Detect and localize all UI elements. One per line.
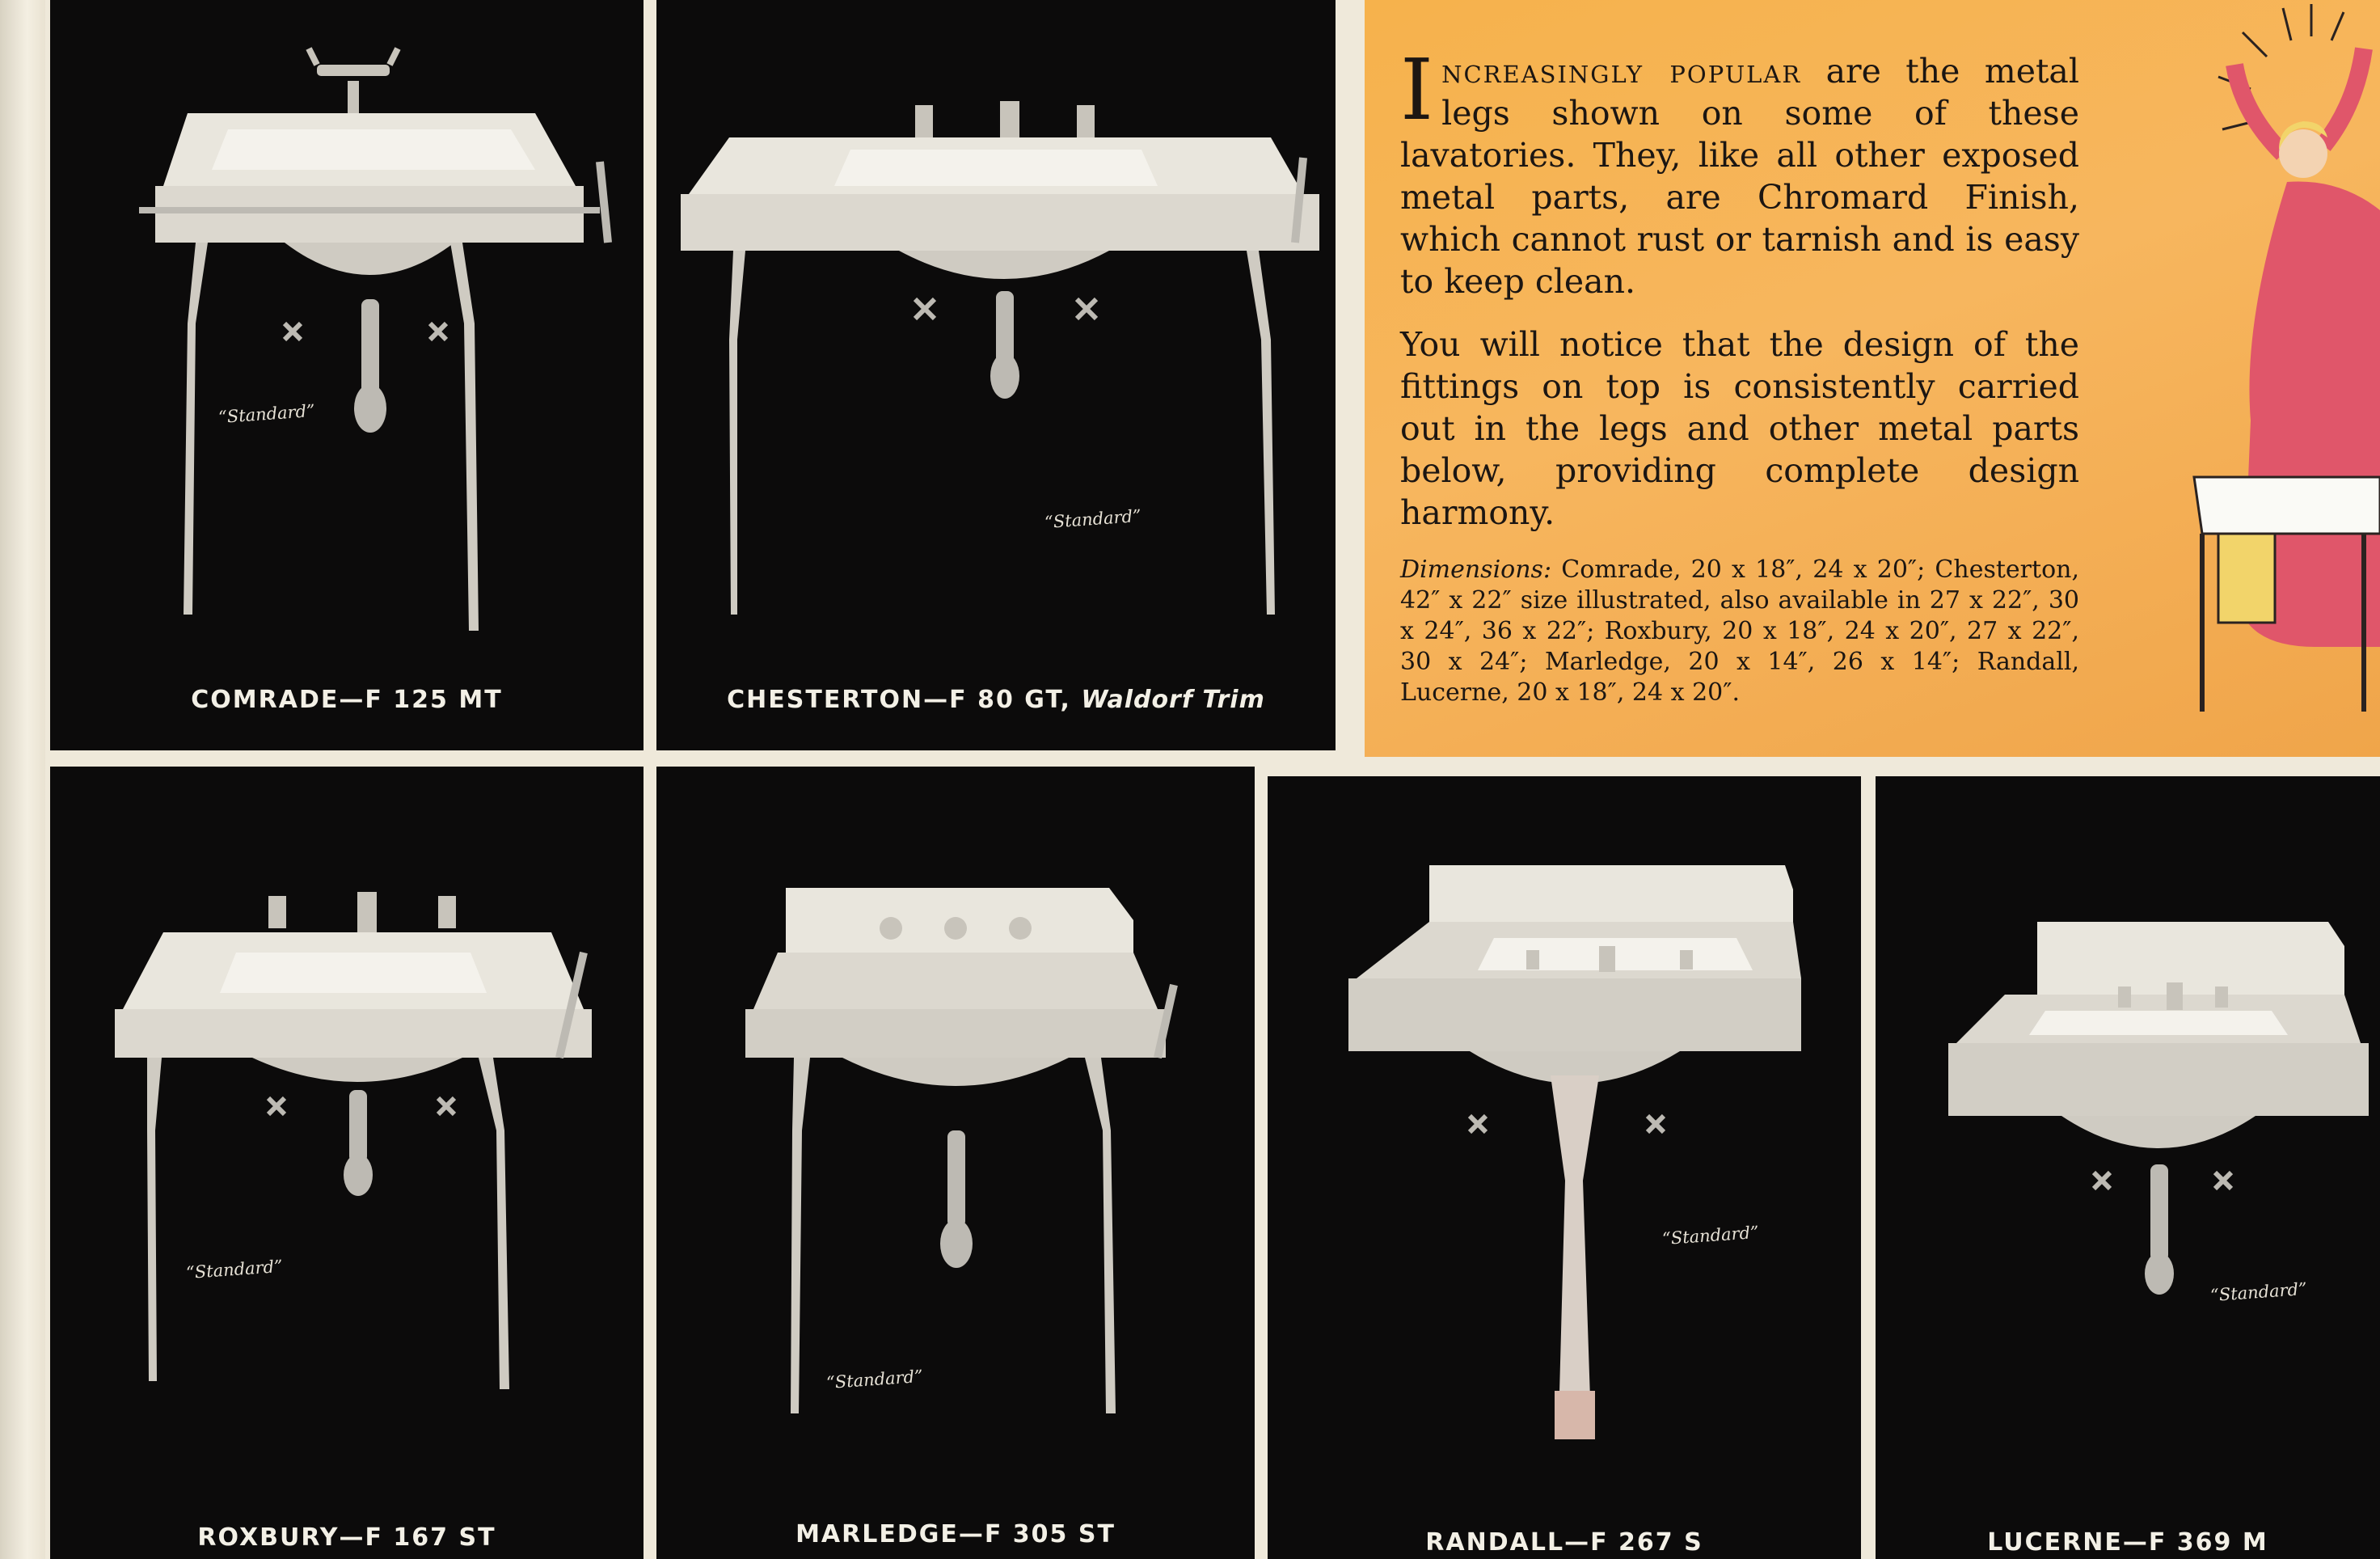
product-panel-chesterton (656, 0, 1336, 750)
standard-trademark: “Standard” (825, 1366, 924, 1393)
caption-comrade: COMRADE—F 125 MT (191, 686, 503, 714)
randall-lavatory-illustration (1268, 776, 1861, 1559)
standard-trademark: “Standard” (1044, 505, 1142, 533)
intro-paragraph (1400, 40, 2079, 302)
page-binding-edge (0, 0, 45, 1559)
product-panel-randall (1268, 776, 1861, 1559)
standard-trademark: “Standard” (1661, 1222, 1760, 1249)
caption-lucerne: LUCERNE—F 369 M (1987, 1528, 2268, 1557)
caption-chesterton (656, 686, 1336, 714)
caption-chesterton-model: CHESTERTON—F 80 GT, (727, 686, 1082, 714)
description-text (1400, 40, 2079, 733)
chesterton-lavatory-illustration (656, 0, 1336, 750)
description-panel (1365, 0, 2380, 757)
caption-chesterton-trim: Waldorf Trim (1081, 686, 1265, 714)
product-panel-marledge (656, 767, 1255, 1559)
drop-cap: I (1400, 40, 1434, 139)
product-panel-comrade (50, 0, 644, 750)
marledge-lavatory-illustration (656, 767, 1255, 1559)
product-panel-lucerne (1876, 776, 2380, 1559)
standard-trademark: “Standard” (2209, 1278, 2308, 1306)
lucerne-lavatory-illustration (1876, 776, 2380, 1559)
dimensions-paragraph (1400, 555, 2079, 708)
dimensions-text: Comrade, 20 x 18″, 24 x 20″; Chesterton, 42″ x 22″ size illustrated, also available in 27 x 22″, 30 x 24″, 36 x 22″; Roxbury, 20 x 18″, 24 x 20″, 27 x 22″, 30 x 24″; Marledge, 20 x 14″, 26 x 14″; Randall, Lucerne, 20 x 18″, 24 x 20″. (1400, 556, 2079, 707)
caption-marledge: MARLEDGE—F 305 ST (795, 1520, 1116, 1548)
standard-trademark: “Standard” (185, 1256, 284, 1283)
intro-rest: are the metal legs shown on some of these lavatories. They, like all other exposed metal parts, are Chromard Finish, which cannot rust or tarnish and is easy to keep clean. (1400, 52, 2079, 301)
product-panel-roxbury (50, 767, 644, 1559)
caption-roxbury: ROXBURY—F 167 ST (197, 1523, 496, 1552)
woman-illustration (2121, 0, 2380, 757)
dimensions-label: Dimensions: (1400, 556, 1552, 584)
intro-lead: ncreasingly popular (1441, 52, 1802, 91)
roxbury-lavatory-illustration (50, 767, 644, 1559)
comrade-lavatory-illustration (50, 0, 644, 750)
caption-randall: RANDALL—F 267 S (1425, 1528, 1703, 1557)
design-paragraph: You will notice that the design of the fittings on top is consistently carried out in the legs and other metal parts below, providing complete design harmony. (1400, 325, 2079, 532)
standard-trademark: “Standard” (217, 400, 316, 428)
